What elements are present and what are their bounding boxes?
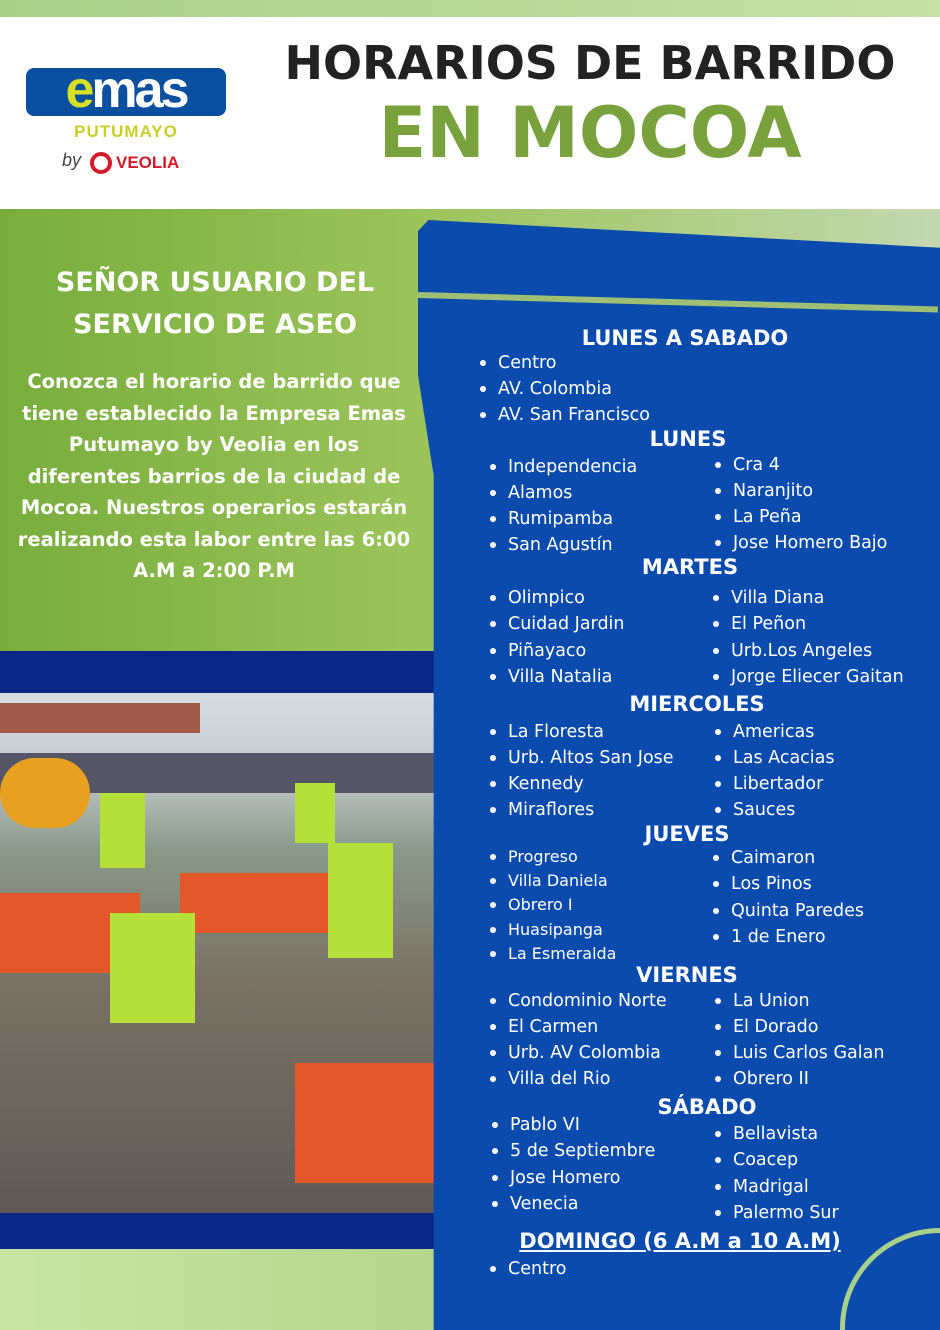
page-title: HORARIOS DE BARRIDO	[284, 36, 896, 90]
neighborhood-item: Kennedy	[508, 771, 584, 797]
neighborhood-item: La Floresta	[508, 719, 604, 745]
neighborhood-item: Naranjito	[733, 478, 813, 504]
neighborhood-item: Coacep	[733, 1147, 798, 1173]
neighborhood-item: Urb. AV Colombia	[508, 1040, 661, 1066]
neighborhood-item: Alamos	[508, 480, 572, 506]
neighborhood-item: Piñayaco	[508, 638, 586, 664]
neighborhood-item: Sauces	[733, 797, 795, 823]
page-subtitle: EN MOCOA	[378, 92, 802, 174]
neighborhood-item: Urb.Los Angeles	[731, 638, 872, 664]
neighborhood-item: Rumipamba	[508, 506, 613, 532]
neighborhood-item: Americas	[733, 719, 814, 745]
neighborhood-item: AV. Colombia	[498, 376, 612, 402]
neighborhood-item: El Peñon	[731, 611, 806, 637]
neighborhood-item: 5 de Septiembre	[510, 1138, 655, 1164]
neighborhood-item: Miraflores	[508, 797, 594, 823]
neighborhood-item: San Agustín	[508, 532, 613, 558]
logo-region: PUTUMAYO	[74, 122, 178, 141]
neighborhood-item: Centro	[508, 1256, 566, 1282]
day-heading: MARTES	[641, 555, 739, 579]
green-footer	[0, 1249, 460, 1330]
veolia-logo: VEOLIA	[116, 153, 180, 172]
navy-band	[0, 1213, 455, 1249]
top-strip	[0, 0, 940, 17]
veolia-icon	[90, 152, 112, 174]
neighborhood-item: Obrero I	[508, 892, 573, 918]
neighborhood-item: El Dorado	[733, 1014, 818, 1040]
logo-by: by	[62, 150, 82, 170]
neighborhood-item: La Peña	[733, 504, 802, 530]
logo-e: e	[65, 61, 92, 119]
logo-mas: mas	[91, 61, 187, 119]
day-heading: VIERNES	[636, 963, 738, 987]
neighborhood-item: AV. San Francisco	[498, 402, 650, 428]
neighborhood-item: Huasipanga	[508, 917, 603, 943]
day-heading: DOMINGO (6 A.M a 10 A.M)	[519, 1229, 841, 1253]
neighborhood-item: Independencia	[508, 454, 637, 480]
neighborhood-item: Villa Diana	[731, 585, 824, 611]
day-heading: LUNES	[649, 427, 727, 451]
neighborhood-item: Villa Natalia	[508, 664, 612, 690]
neighborhood-item: Villa Daniela	[508, 868, 608, 894]
neighborhood-item: Caimaron	[731, 845, 815, 871]
neighborhood-item: Obrero II	[733, 1066, 809, 1092]
neighborhood-item: Libertador	[733, 771, 823, 797]
greeting-heading: SEÑOR USUARIO DEL SERVICIO DE ASEO	[55, 267, 375, 340]
neighborhood-item: El Carmen	[508, 1014, 598, 1040]
neighborhood-item: Palermo Sur	[733, 1200, 839, 1226]
neighborhood-item: Olimpico	[508, 585, 585, 611]
neighborhood-item: La Esmeralda	[508, 941, 616, 967]
neighborhood-item: Urb. Altos San Jose	[508, 745, 674, 771]
day-heading: SÁBADO	[657, 1095, 757, 1119]
neighborhood-item: La Union	[733, 988, 810, 1014]
neighborhood-item: Villa del Rio	[508, 1066, 611, 1092]
neighborhood-item: Jorge Eliecer Gaitan	[731, 664, 904, 690]
neighborhood-item: Quinta Paredes	[731, 898, 864, 924]
schedule-panel	[418, 220, 940, 1330]
neighborhood-item: Pablo VI	[510, 1112, 580, 1138]
neighborhood-item: Centro	[498, 350, 556, 376]
neighborhood-item: Jose Homero Bajo	[733, 530, 887, 556]
neighborhood-item: Cra 4	[733, 452, 780, 478]
neighborhood-item: Bellavista	[733, 1121, 818, 1147]
workers-photo	[0, 693, 455, 1213]
neighborhood-item: Cuidad Jardin	[508, 611, 625, 637]
neighborhood-item: Venecia	[510, 1191, 578, 1217]
neighborhood-item: Luis Carlos Galan	[733, 1040, 884, 1066]
navy-band	[0, 651, 460, 693]
day-heading: JUEVES	[644, 822, 730, 846]
day-heading: MIERCOLES	[629, 692, 765, 716]
neighborhood-item: Madrigal	[733, 1174, 809, 1200]
neighborhood-item: 1 de Enero	[731, 924, 826, 950]
intro-text: Conozca el horario de barrido que tiene establecido la Empresa Emas Putumayo by Veolia en los diferentes barrios de la ciudad de Mocoa. Nuestros operarios estarán realizando esta labor entre las 6:00 A.M a 2:00 P.M	[17, 370, 411, 582]
day-heading: LUNES A SABADO	[581, 326, 789, 350]
neighborhood-item: Las Acacias	[733, 745, 835, 771]
neighborhood-item: Progreso	[508, 844, 578, 870]
emas-logo	[26, 61, 226, 119]
neighborhood-item: Jose Homero	[510, 1165, 621, 1191]
neighborhood-item: Los Pinos	[731, 871, 812, 897]
neighborhood-item: Condominio Norte	[508, 988, 667, 1014]
